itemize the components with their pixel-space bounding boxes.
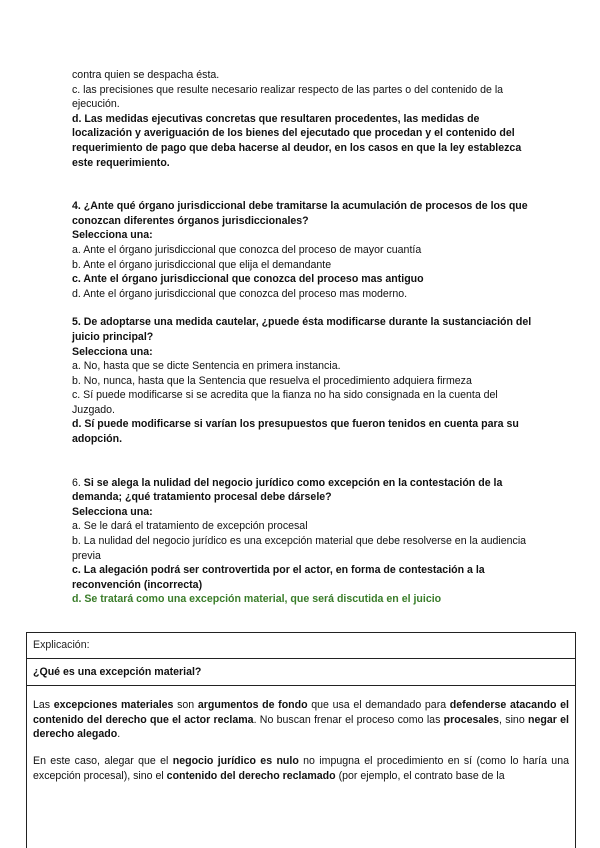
question-5-text: 5. De adoptarse una medida cautelar, ¿puede ésta modificarse durante la sustanciación del juicio principal? — [72, 316, 532, 343]
question-6-option-d: d. Se tratará como una excepción material, que será discutida en el juicio — [72, 593, 442, 606]
question-6-option-a: a. Se le dará el tratamiento de excepción procesal — [72, 520, 308, 533]
explanation-title: ¿Qué es una excepción material? — [27, 665, 575, 687]
question-5-option-c: c. Sí puede modificarse si se acredita que la fianza no ha sido consignada en la cuenta del Juzgado. — [72, 389, 498, 416]
question-6-text — [72, 476, 532, 505]
question-6-number: 6. — [72, 476, 81, 489]
intro-line: contra quien se despacha ésta. — [72, 69, 220, 81]
explanation-body — [27, 659, 575, 784]
question-4-option-c: c. Ante el órgano jurisdiccional que conozca del proceso mas antiguo — [72, 273, 424, 286]
explanation-paragraph-1: Las excepciones materiales son argumentos de fondo que usa el demandado para defenderse atacando el contenido del derecho que el actor reclama. No buscan frenar el proceso como las procesales, sino negar el derecho alegado. — [33, 699, 569, 741]
question-6-option-b: b. La nulidad del negocio jurídico es una excepción material que debe resolverse en la audiencia previa — [72, 535, 527, 562]
document-page — [72, 68, 532, 607]
question-6-question: Si se alega la nulidad del negocio jurídico como excepción en la contestación de la demanda; ¿qué tratamiento procesal debe dársele? — [72, 476, 503, 504]
explanation-header: Explicación: — [27, 633, 575, 659]
question-4-option-d: d. Ante el órgano jurisdiccional que conozca del proceso mas moderno. — [72, 287, 408, 300]
question-5-prompt: Selecciona una: — [72, 345, 153, 358]
explanation-paragraph-2: En este caso, alegar que el negocio jurídico es nulo no impugna el procedimiento en sí (como lo haría una excepción procesal), sino el contenido del derecho reclamado (por ejemplo, el contrato base de la — [33, 754, 569, 782]
question-6 — [72, 476, 532, 607]
question-5-option-d: d. Sí puede modificarse si varían los presupuestos que fueron tenidos en cuenta para su adopción. — [72, 418, 519, 446]
explanation-box — [26, 632, 576, 848]
question-5-option-a: a. No, hasta que se dicte Sentencia en primera instancia. — [72, 360, 341, 373]
question-4-prompt: Selecciona una: — [72, 229, 153, 242]
question-4-option-b: b. Ante el órgano jurisdiccional que elija el demandante — [72, 258, 332, 271]
question-4 — [72, 199, 532, 301]
question-5 — [72, 315, 532, 446]
intro-option-c: c. las precisiones que resulte necesario realizar respecto de las partes o del contenido de la ejecución. — [72, 83, 504, 111]
question-4-text: 4. ¿Ante qué órgano jurisdiccional debe tramitarse la acumulación de procesos de los que conozcan diferentes órganos jurisdiccionales? — [72, 200, 528, 227]
question-6-prompt: Selecciona una: — [72, 505, 153, 518]
question-4-option-a: a. Ante el órgano jurisdiccional que conozca del proceso de mayor cuantía — [72, 243, 422, 256]
question-6-option-c: c. La alegación podrá ser controvertida por el actor, en forma de contestación a la reconvención (incorrecta) — [72, 564, 485, 591]
question-5-option-b: b. No, nunca, hasta que la Sentencia que resuelva el procedimiento adquiera firmeza — [72, 374, 472, 387]
intro-option-d: d. Las medidas ejecutivas concretas que resultaren procedentes, las medidas de localización y averiguación de los bienes del ejecutado que procedan y el contenido del requerimiento de pago que deba hacerse al deudor, en los casos en que la ley establezca este requerimiento. — [72, 112, 522, 169]
